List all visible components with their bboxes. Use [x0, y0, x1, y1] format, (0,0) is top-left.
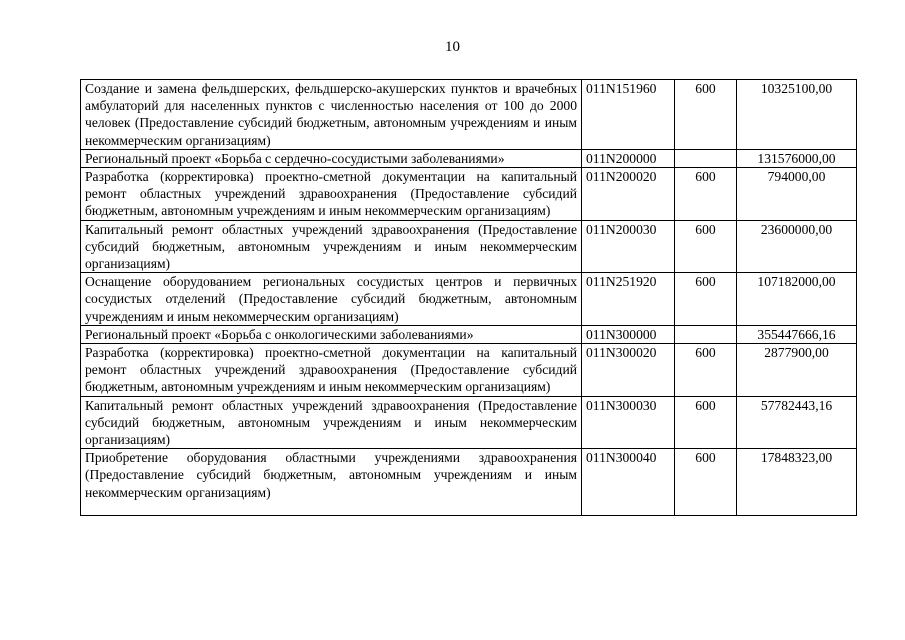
row-expense-type-cell: 600	[675, 344, 737, 397]
table-row	[81, 80, 857, 150]
table-row	[81, 449, 857, 516]
row-code-cell: 011N251920	[582, 273, 675, 326]
row-name-cell: Капитальный ремонт областных учреждений здравоохранения (Предоставление субсидий бюджетным, автономным учреждениям и иным некоммерческим организациям)	[81, 220, 582, 273]
row-amount-cell: 355447666,16	[737, 325, 857, 343]
row-name-cell: Региональный проект «Борьба с онкологическими заболеваниями»	[81, 325, 582, 343]
row-amount-cell: 2877900,00	[737, 344, 857, 397]
row-name-cell: Приобретение оборудования областными учреждениями здравоохранения (Предоставление субсидий бюджетным, автономным учреждениям и иным некоммерческим организациям)	[81, 449, 582, 516]
row-code-cell: 011N200020	[582, 168, 675, 221]
table-row	[81, 273, 857, 326]
row-expense-type-cell: 600	[675, 80, 737, 150]
table-row	[81, 220, 857, 273]
budget-table	[80, 79, 857, 516]
page-number: 10	[445, 39, 460, 55]
row-amount-cell: 17848323,00	[737, 449, 857, 516]
row-expense-type-cell: 600	[675, 273, 737, 326]
row-name-cell: Разработка (корректировка) проектно-сметной документации на капитальный ремонт областных учреждений здравоохранения (Предоставление субсидий бюджетным, автономным учреждениям и иным некоммерческим организациям)	[81, 344, 582, 397]
row-amount-cell: 10325100,00	[737, 80, 857, 150]
row-code-cell: 011N300000	[582, 325, 675, 343]
row-amount-cell: 23600000,00	[737, 220, 857, 273]
table-row	[81, 149, 857, 167]
table-row	[81, 396, 857, 449]
row-code-cell: 011N200000	[582, 149, 675, 167]
row-code-cell: 011N300020	[582, 344, 675, 397]
row-name-cell: Капитальный ремонт областных учреждений здравоохранения (Предоставление субсидий бюджетным, автономным учреждениям и иным некоммерческим организациям)	[81, 396, 582, 449]
row-expense-type-cell: 600	[675, 168, 737, 221]
row-code-cell: 011N200030	[582, 220, 675, 273]
table-row	[81, 325, 857, 343]
row-amount-cell: 107182000,00	[737, 273, 857, 326]
table-row	[81, 344, 857, 397]
row-code-cell: 011N151960	[582, 80, 675, 150]
row-code-cell: 011N300040	[582, 449, 675, 516]
row-amount-cell: 57782443,16	[737, 396, 857, 449]
row-expense-type-cell: 600	[675, 449, 737, 516]
row-amount-cell: 131576000,00	[737, 149, 857, 167]
row-name-cell: Разработка (корректировка) проектно-сметной документации на капитальный ремонт областных учреждений здравоохранения (Предоставление субсидий бюджетным, автономным учреждениям и иным некоммерческим организациям)	[81, 168, 582, 221]
row-name-cell: Региональный проект «Борьба с сердечно-сосудистыми заболеваниями»	[81, 149, 582, 167]
row-name-cell: Создание и замена фельдшерских, фельдшерско-акушерских пунктов и врачебных амбулаторий для населенных пунктов с численностью населения от 100 до 2000 человек (Предоставление субсидий бюджетным, автономным учреждениям и иным некоммерческим организациям)	[81, 80, 582, 150]
row-expense-type-cell	[675, 149, 737, 167]
row-name-cell: Оснащение оборудованием региональных сосудистых центров и первичных сосудистых отделений (Предоставление субсидий бюджетным, автономным учреждениям и иным некоммерческим организациям)	[81, 273, 582, 326]
table-row	[81, 168, 857, 221]
row-amount-cell: 794000,00	[737, 168, 857, 221]
row-code-cell: 011N300030	[582, 396, 675, 449]
row-expense-type-cell: 600	[675, 220, 737, 273]
row-expense-type-cell	[675, 325, 737, 343]
row-expense-type-cell: 600	[675, 396, 737, 449]
